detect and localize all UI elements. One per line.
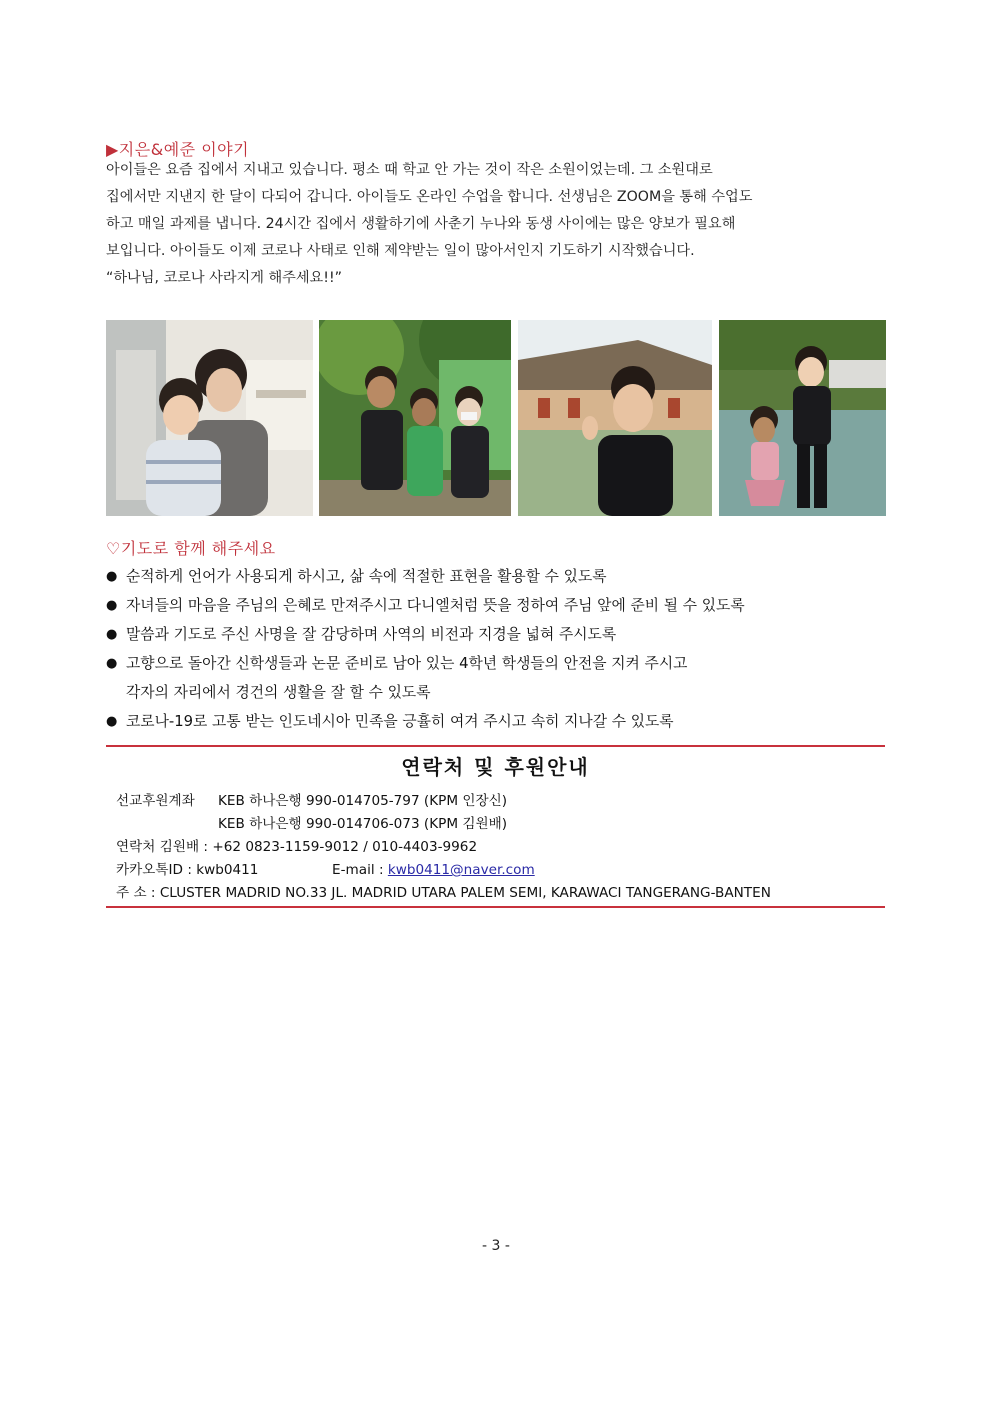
address-line — [116, 882, 771, 905]
contact-info — [116, 790, 771, 905]
prayer-item-text: 순적하게 언어가 사용되게 하시고, 삶 속에 적절한 표현을 활용할 수 있도록 — [126, 568, 607, 585]
contact-top-divider — [106, 745, 885, 747]
kakao-id: 카카오톡ID : kwb0411 — [116, 862, 259, 878]
contact-bottom-divider — [106, 906, 885, 908]
page-number: - 3 - — [482, 1238, 510, 1254]
list-item — [106, 620, 896, 649]
story-line: 하고 매일 과제를 냅니다. 24시간 집에서 생활하기에 사춘기 누나와 동생 사이에는 많은 양보가 필요해 — [106, 216, 736, 232]
prayer-item-text: 각자의 자리에서 경건의 생활을 잘 할 수 있도록 — [126, 684, 431, 701]
account-line-1 — [116, 790, 771, 813]
address-label: 주 소 : — [116, 885, 160, 901]
photo-strip — [106, 320, 886, 516]
photo-girls-court — [719, 320, 886, 516]
prayer-item-text: 고향으로 돌아간 신학생들과 논문 준비로 남아 있는 4학년 학생들의 안전을 지켜 주시고 — [126, 655, 688, 672]
account-line-2 — [116, 813, 771, 836]
list-item-continuation — [106, 678, 896, 707]
address: CLUSTER MADRID NO.33 JL. MADRID UTARA PALEM SEMI, KARAWACI TANGERANG-BANTEN — [159, 885, 771, 901]
story-line: “하나님, 코로나 사라지게 해주세요!!” — [106, 270, 342, 286]
phone-line: 연락처 김원배 : +62 0823-1159-9012 / 010-4403-9962 — [116, 839, 478, 855]
email-link[interactable]: kwb0411@naver.com — [387, 862, 535, 878]
photo-boy-and-girl — [106, 320, 313, 516]
list-item — [106, 649, 896, 678]
list-item — [106, 591, 896, 620]
account-label: 선교후원계좌 — [116, 793, 195, 809]
photo-boy-schoolyard — [518, 320, 712, 516]
bullet-icon: ● — [106, 569, 118, 584]
list-item — [106, 707, 896, 736]
kakao-email-line — [116, 859, 771, 882]
prayer-item-text: 자녀들의 마음을 주님의 은혜로 만져주시고 다니엘처럼 뜻을 정하여 주님 앞에 준비 될 수 있도록 — [126, 597, 745, 614]
list-item — [106, 562, 896, 591]
email-label: E-mail : — [332, 862, 388, 878]
account-1: KEB 하나은행 990-014705-797 (KPM 인장신) — [218, 793, 508, 809]
bullet-icon: ● — [106, 714, 118, 729]
prayer-list — [106, 562, 896, 736]
account-2: KEB 하나은행 990-014706-073 (KPM 김원배) — [218, 816, 508, 832]
prayer-item-text: 코로나-19로 고통 받는 인도네시아 민족을 긍휼히 여겨 주시고 속히 지나갈 수 있도록 — [126, 713, 674, 730]
bullet-icon: ● — [106, 656, 118, 671]
prayer-item-text: 말씀과 기도로 주신 사명을 잘 감당하며 사역의 비전과 지경을 넓혀 주시도록 — [126, 626, 617, 643]
story-heading: ▶지은&예준 이야기 — [106, 140, 250, 159]
story-line: 아이들은 요즘 집에서 지내고 있습니다. 평소 때 학교 안 가는 것이 작은 소원이었는데. 그 소원대로 — [106, 162, 713, 178]
bullet-icon: ● — [106, 598, 118, 613]
story-paragraph — [106, 157, 886, 292]
contact-title: 연락처 및 후원안내 — [401, 755, 590, 779]
story-line: 보입니다. 아이들도 이제 코로나 사태로 인해 제약받는 일이 많아서인지 기도하기 시작했습니다. — [106, 243, 695, 259]
photo-three-boys — [319, 320, 511, 516]
bullet-icon: ● — [106, 627, 118, 642]
story-line: 집에서만 지낸지 한 달이 다되어 갑니다. 아이들도 온라인 수업을 합니다. 선생님은 ZOOM을 통해 수업도 — [106, 189, 753, 205]
prayer-heading: ♡기도로 함께 해주세요 — [106, 539, 276, 558]
